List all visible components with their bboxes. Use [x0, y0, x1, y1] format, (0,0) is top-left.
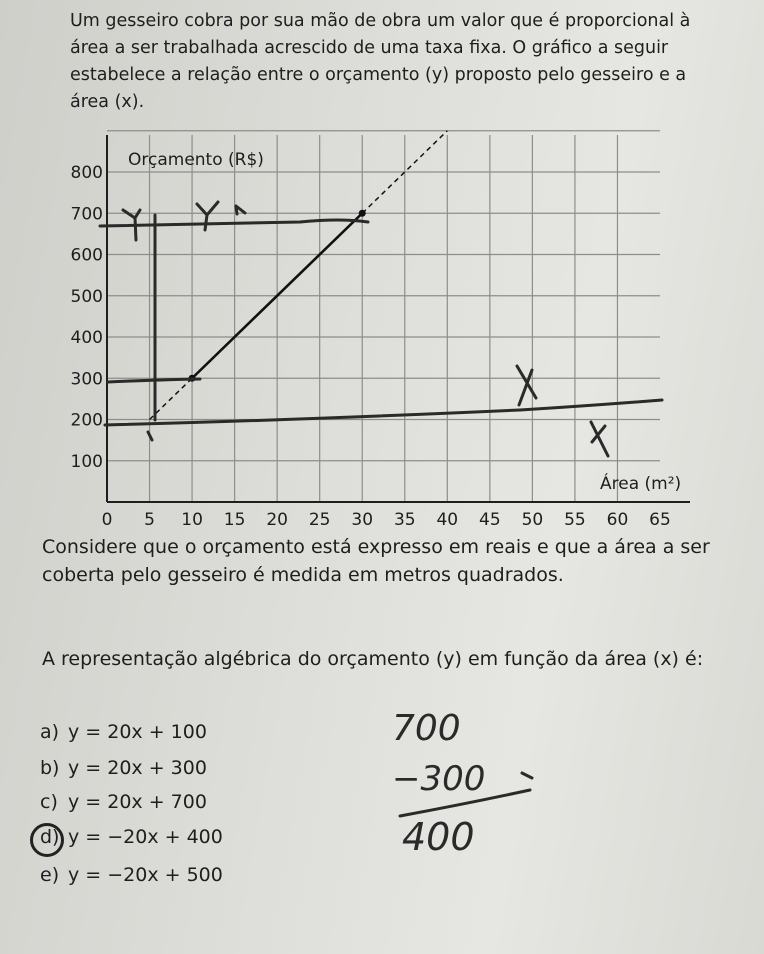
y-tick-label: 600 [70, 245, 103, 266]
option-text: y = 20x + 100 [68, 721, 207, 743]
option-text: y = −20x + 400 [68, 826, 223, 848]
pen-line-200 [105, 400, 662, 425]
x-tick-label: 65 [649, 510, 671, 530]
y-tick-label: 200 [70, 410, 103, 431]
pen-x-mark-2 [591, 422, 608, 456]
y-tick-label: 500 [70, 286, 103, 307]
pen-line-700 [100, 220, 368, 226]
hand-400: 400 [402, 815, 475, 859]
consider-text: Considere que o orçamento está expresso em reais e que a área a ser coberta pelo gesseiro é medida em metros quadrados. [42, 536, 710, 586]
x-tick-label: 45 [479, 510, 501, 530]
chart-grid [107, 131, 660, 502]
x-tick-label: 35 [393, 510, 416, 530]
x-tick-label: 5 [144, 510, 155, 530]
option-text: y = 20x + 700 [68, 791, 207, 813]
x-tick-label: 50 [521, 510, 544, 530]
option-e[interactable] [40, 864, 223, 886]
x-axis-label: Área (m²) [600, 474, 682, 494]
option-letter: e) [40, 864, 60, 886]
option-letter: d) [40, 826, 60, 848]
x-tick-label: 60 [606, 510, 629, 530]
x-tick-label: 25 [308, 510, 331, 530]
next-question-cutoff [0, 930, 764, 954]
pen-x-mark-1 [517, 366, 536, 405]
x-tick-label: 15 [223, 510, 246, 530]
y-tick-label: 700 [70, 204, 103, 225]
y-axis-label: Orçamento (R$) [128, 150, 264, 170]
question-text: A representação algébrica do orçamento (y) em função da área (x) é: [42, 648, 704, 670]
option-text: y = 20x + 300 [68, 757, 207, 779]
x-tick-label: 10 [181, 510, 203, 530]
hand-700: 700 [392, 708, 461, 749]
option-letter: a) [40, 721, 60, 743]
pen-tick [148, 432, 152, 440]
x-tick-label: 40 [436, 510, 459, 530]
option-letter: c) [40, 791, 58, 813]
option-text: y = −20x + 500 [68, 864, 223, 886]
option-b[interactable] [40, 757, 207, 779]
y-tick-label: 800 [70, 163, 103, 183]
problem-statement: Um gesseiro cobra por sua mão de obra um valor que é proporcional à área a ser trabalhada acrescido de uma taxa fixa. O gráfico a seguir estabelece a relação entre o orçamento (y) proposto pelo gesseiro e a área (x). [70, 11, 691, 112]
chart-ticks [71, 163, 671, 530]
chart-marks [150, 131, 448, 420]
handwritten-work [400, 773, 532, 816]
pen-result-line [400, 790, 530, 816]
y-tick-label: 400 [70, 328, 103, 348]
y-tick-label: 100 [70, 451, 103, 472]
x-tick-label: 55 [564, 510, 586, 530]
option-letter: b) [40, 757, 60, 779]
option-a[interactable] [40, 721, 207, 743]
hand-minus-300: −300 [392, 759, 486, 799]
option-c[interactable] [40, 791, 207, 813]
pen-hook-b [522, 773, 532, 778]
option-d[interactable] [40, 826, 223, 848]
x-tick-label: 20 [266, 510, 288, 530]
handwritten-scribbles [100, 202, 662, 456]
x-tick-label: 30 [351, 510, 374, 530]
pen-y-mark-2 [197, 202, 218, 230]
x-tick-label: 0 [101, 510, 113, 530]
y-tick-label: 300 [70, 369, 103, 390]
